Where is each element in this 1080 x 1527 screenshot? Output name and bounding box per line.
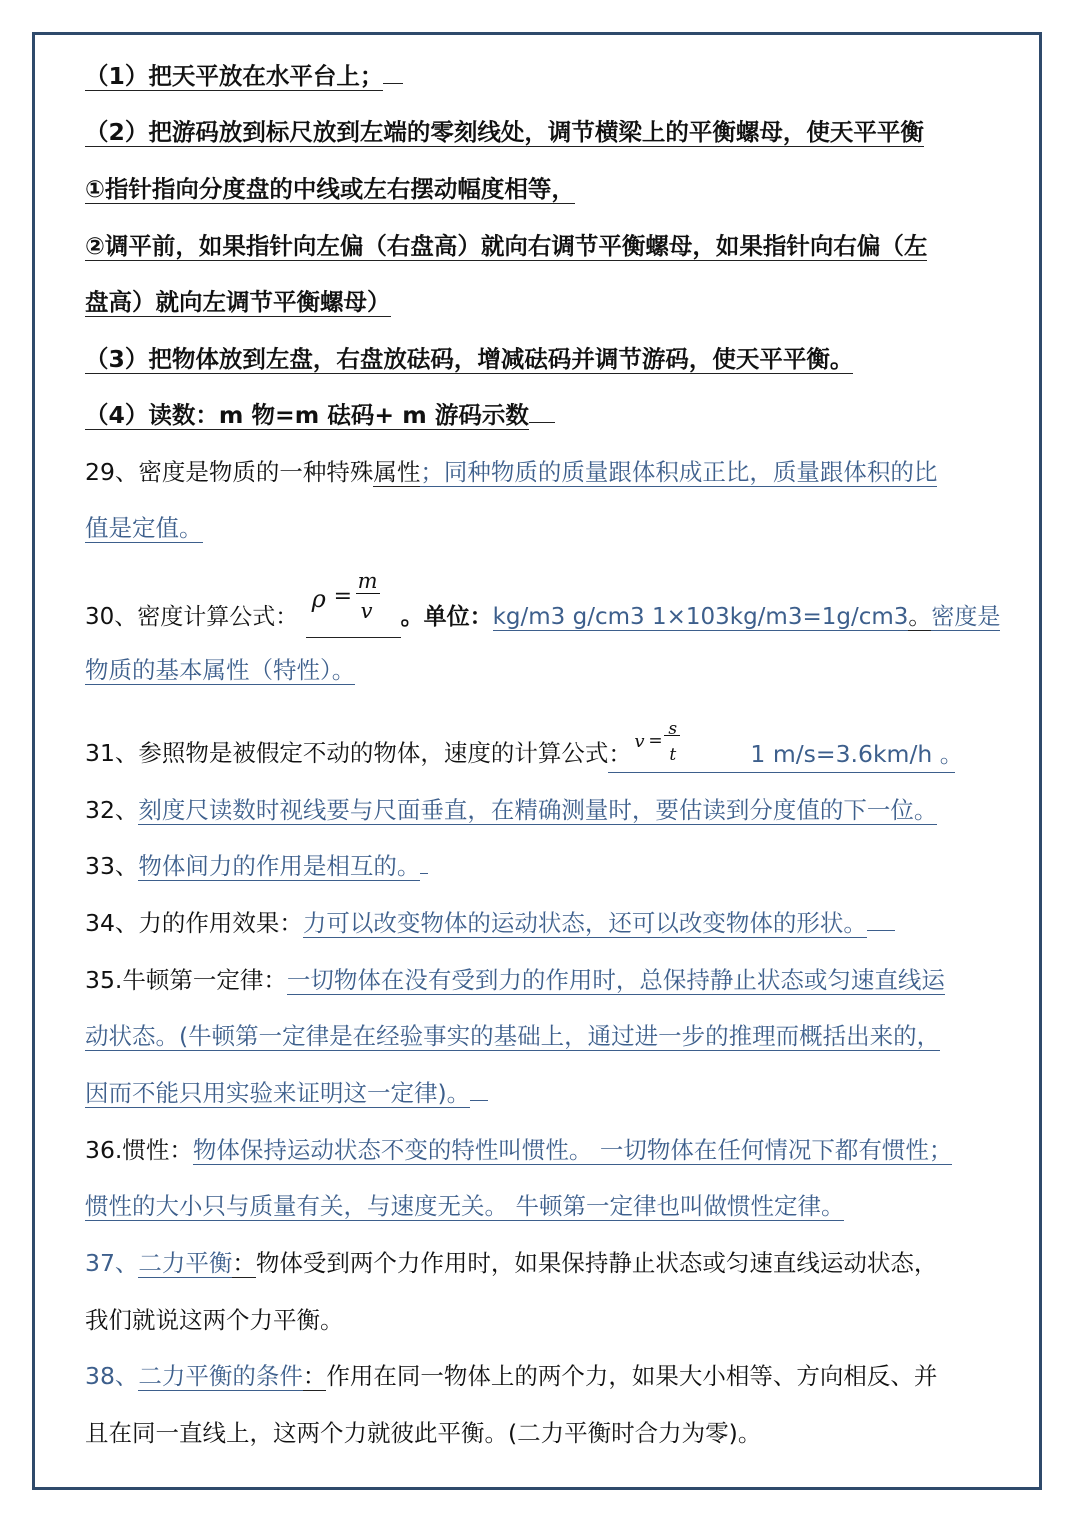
item-34 — [85, 903, 895, 943]
item-35-answer-cont-1: 动状态。(牛顿第一定律是在经验事实的基础上，通过进一步的推理而概括出来的， — [85, 1022, 941, 1050]
step-2-note-2-cont-text: 盘高）就向左调节平衡螺母） — [85, 288, 391, 316]
item-36-text: 惯性： — [122, 1136, 193, 1164]
step-2-note-2-cont — [85, 282, 391, 322]
item-30-text: 密度计算公式： — [137, 604, 299, 630]
step-4-text: （4）读数：m 物=m 砝码+ m 游码示数 — [85, 401, 529, 429]
item-29-term: 属性 — [373, 458, 421, 486]
item-30-end: 。 — [908, 604, 932, 630]
formula-time: t — [669, 745, 677, 765]
item-37 — [85, 1243, 937, 1283]
item-36-answer-cont: 惯性的大小只与质量有关，与速度无关。 牛顿第一定律也叫做惯性定律。 — [85, 1192, 845, 1220]
formula-equals: = — [333, 584, 353, 609]
item-35-number: 35. — [85, 966, 123, 994]
item-31-colon: ： — [608, 740, 632, 768]
item-31 — [85, 719, 964, 773]
item-32 — [85, 790, 937, 830]
item-38-colon: ： — [302, 1362, 327, 1390]
item-33-number: 33、 — [85, 852, 139, 880]
step-2-note-2 — [85, 226, 927, 266]
step-3 — [85, 339, 853, 379]
item-38-text-cont: 且在同一直线上，这两个力就彼此平衡。(二力平衡时合力为零)。 — [85, 1419, 762, 1447]
formula-distance: s — [668, 719, 678, 739]
item-34-text: 力的作用效果： — [138, 909, 303, 937]
item-29-number: 29、 — [85, 458, 139, 486]
item-35-answer: 一切物体在没有受到力的作用时，总保持静止状态或匀速直线运 — [286, 966, 945, 994]
item-35-cont-2 — [85, 1073, 488, 1113]
item-30-answer-cont: 物质的基本属性（特性）。 — [85, 656, 356, 684]
item-38-term: 二力平衡的条件 — [138, 1362, 303, 1390]
item-36-cont — [85, 1186, 844, 1226]
speed-formula-blank — [608, 719, 964, 773]
item-37-term: 二力平衡 — [138, 1249, 233, 1277]
item-30-cont — [85, 650, 355, 690]
step-2-note-1-text: ①指针指向分度盘的中线或左右摆动幅度相等， — [85, 175, 575, 203]
item-37-number: 37、 — [85, 1249, 139, 1277]
speed-unit-conversion: 1 m/s=3.6km/h 。 — [750, 740, 964, 768]
formula-rho: ρ — [311, 585, 326, 613]
item-29-answer: ；同种物质的质量跟体积成正比，质量跟体积的比 — [420, 458, 938, 486]
item-35-cont-1 — [85, 1016, 940, 1056]
item-37-colon: ： — [232, 1249, 256, 1277]
formula-mass: m — [357, 569, 378, 593]
formula-volume: v — [360, 599, 373, 623]
item-32-answer: 刻度尺读数时视线要与尺面垂直，在精确测量时，要估读到分度值的下一位。 — [138, 796, 938, 824]
speed-formula-equals: = — [648, 731, 663, 751]
item-36 — [85, 1130, 952, 1170]
item-31-number: 31、 — [85, 739, 139, 767]
item-30-unit-label: 。单位： — [400, 604, 493, 630]
item-38-cont — [85, 1413, 761, 1453]
item-33 — [85, 846, 428, 886]
item-36-number: 36. — [85, 1136, 123, 1164]
item-29-cont — [85, 508, 203, 548]
step-2-note-2-text: ②调平前，如果指针向左偏（右盘高）就向右调节平衡螺母，如果指针向右偏（左 — [85, 232, 928, 260]
step-4 — [85, 395, 555, 435]
item-30-units: kg/m3 g/cm3 1×103kg/m3=1g/cm3 — [492, 604, 909, 630]
item-38 — [85, 1356, 937, 1396]
item-29-answer-cont: 值是定值。 — [85, 514, 203, 542]
item-29-text: 密度是物质的一种特殊 — [138, 458, 374, 486]
item-38-number: 38、 — [85, 1362, 139, 1390]
item-33-answer: 物体间力的作用是相互的。 — [138, 852, 421, 880]
item-35-text: 牛顿第一定律： — [122, 966, 287, 994]
item-37-cont — [85, 1300, 344, 1340]
item-30-number: 30、 — [85, 604, 138, 630]
item-37-text-cont: 我们就说这两个力平衡。 — [85, 1306, 344, 1334]
item-36-answer: 物体保持运动状态不变的特性叫惯性。 一切物体在任何情况下都有惯性； — [192, 1136, 953, 1164]
step-2 — [85, 112, 924, 152]
step-3-text: （3）把物体放到左盘，右盘放砝码，增减砝码并调节游码，使天平平衡。 — [85, 345, 854, 373]
step-1 — [85, 56, 403, 96]
formula-speed: v — [634, 731, 645, 752]
item-34-answer: 力可以改变物体的运动状态，还可以改变物体的形状。 — [302, 909, 867, 937]
item-29 — [85, 452, 937, 492]
item-35 — [85, 960, 945, 1000]
density-formula — [306, 569, 401, 638]
step-2-text: （2）把游码放到标尺放到左端的零刻线处，调节横梁上的平衡螺母，使天平平衡 — [85, 118, 924, 146]
item-38-text: 作用在同一物体上的两个力，如果大小相等、方向相反、并 — [326, 1362, 938, 1390]
item-30-answer: 密度是 — [931, 604, 1001, 630]
item-34-number: 34、 — [85, 909, 139, 937]
step-1-text: （1）把天平放在水平台上； — [85, 62, 384, 90]
item-32-number: 32、 — [85, 796, 139, 824]
item-30 — [85, 569, 1001, 637]
item-31-text: 参照物是被假定不动的物体，速度的计算公式 — [138, 739, 609, 767]
item-35-answer-cont-2: 因而不能只用实验来证明这一定律)。 — [85, 1079, 471, 1107]
step-2-note-1 — [85, 169, 575, 209]
item-37-text: 物体受到两个力作用时，如果保持静止状态或匀速直线运动状态， — [255, 1249, 938, 1277]
